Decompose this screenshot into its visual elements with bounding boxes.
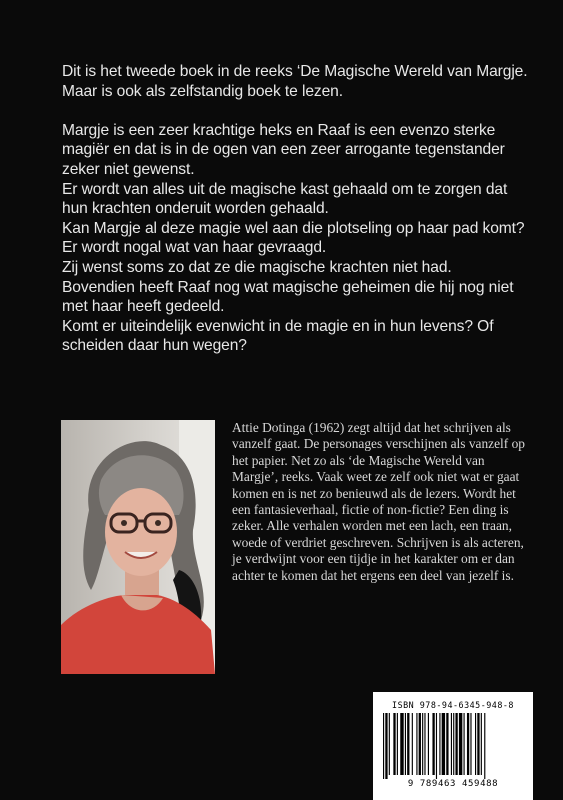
barcode-bar <box>432 713 434 775</box>
barcode-bar <box>455 713 457 775</box>
barcode-bar <box>436 713 437 779</box>
barcode-bar <box>407 713 409 775</box>
blurb-line: Kan Margje al deze magie wel aan die plotseling op haar pad komt? Er wordt nogal wat van haar gevraagd. <box>62 219 525 257</box>
barcode-bar <box>459 713 462 775</box>
barcode-bar <box>422 713 423 775</box>
barcode-bar <box>400 713 403 775</box>
back-cover-blurb <box>62 62 532 356</box>
barcode-bar <box>393 713 395 775</box>
barcode-bar <box>477 713 479 775</box>
blurb-line: Bovendien heeft Raaf nog wat magische geheimen die hij nog niet met haar heeft gedeeld. <box>62 278 514 316</box>
blurb-line: Zij wenst soms zo dat ze die magische krachten niet had. <box>62 258 452 276</box>
barcode-bar <box>470 713 471 775</box>
barcode-bars <box>383 713 523 779</box>
barcode-bar <box>481 713 482 775</box>
isbn-label: ISBN 978-94-6345-948-8 <box>392 700 514 710</box>
barcode-bar <box>475 713 476 775</box>
blurb-line: Margje is een zeer krachtige heks en Raaf is een evenzo sterke magiër en dat is in de ogen van een zeer arrogante tegenstander zeker niet gewenst. <box>62 121 505 178</box>
barcode-bar <box>451 713 452 775</box>
barcode-bar <box>464 713 465 775</box>
barcode-bar <box>484 713 485 779</box>
blurb-line: Komt er uiteindelijk evenwicht in de magie en in hun levens? Of scheiden daar hun wegen? <box>62 317 494 355</box>
barcode-bar <box>446 713 448 775</box>
barcode-bar <box>405 713 406 775</box>
barcode-bar <box>453 713 454 775</box>
barcode-bar <box>439 713 440 775</box>
blurb-intro: Dit is het tweede boek in de reeks ‘De Magische Wereld van Margje. Maar is ook als zelfstandig boek te lezen. <box>62 63 528 100</box>
barcode-bar <box>428 713 429 775</box>
barcode-bar <box>412 713 413 775</box>
isbn-barcode <box>373 692 533 800</box>
barcode-bar <box>419 713 421 775</box>
barcode-bar <box>424 713 425 775</box>
barcode-digits: 9 789463 459488 <box>407 779 499 789</box>
barcode-bar <box>383 713 384 779</box>
paragraph-gap <box>62 101 532 121</box>
blurb-line: Er wordt van alles uit de magische kast gehaald om te zorgen dat hun krachten onderuit worden gehaald. <box>62 180 508 218</box>
barcode-bar <box>389 713 390 775</box>
author-bio <box>232 420 532 584</box>
barcode-bar <box>442 713 445 775</box>
barcode-bar <box>416 713 417 775</box>
author-photo <box>61 420 215 674</box>
barcode-bar <box>467 713 469 775</box>
barcode-bar <box>385 713 387 779</box>
barcode-bar <box>397 713 398 775</box>
author-bio-text: Attie Dotinga (1962) zegt altijd dat het schrijven als vanzelf gaat. De personages verschijnen als vanzelf op het papier. Net zo als ‘de Magische Wereld van Margje’, reeks. Vaak weet ze zelf ook niet wat er gaat komen en is net zo benieuwd als de lezers. Wordt het een fantasieverhaal, fictie of non-fictie? Een ding is zeker. Alle verhalen worden met een lach, een traan, woede of verdriet geschreven. Schrijven is als acteren, je verdwijnt voor een tijdje in het karakter om er dan achter te komen dat het ergens een deel van jezelf is. <box>232 420 525 583</box>
